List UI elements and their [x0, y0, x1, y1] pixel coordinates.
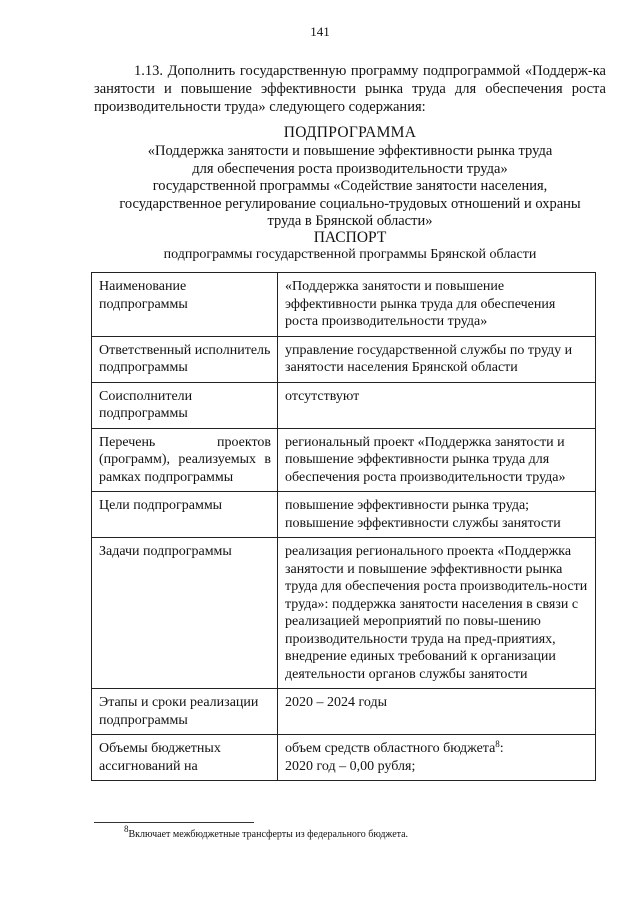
subprogram-title-line: для обеспечения роста производительности труда»	[192, 160, 508, 177]
subprogram-title	[94, 143, 606, 231]
subprogram-title-line: государственной программы «Содействие занятости населения,	[152, 178, 548, 194]
footnote-divider	[94, 822, 254, 823]
table-row	[92, 428, 596, 492]
subprogram-heading: ПОДПРОГРАММА	[283, 124, 417, 141]
row-value: повышение эффективности рынка труда; повышение эффективности службы занятости	[278, 492, 596, 538]
subprogram-title-line: государственное регулирование социально-трудовых отношений и охраны	[119, 195, 581, 212]
row-value: 2020 – 2024 годы	[278, 689, 596, 735]
row-value	[278, 735, 596, 781]
row-label: Ответственный исполнитель подпрограммы	[92, 336, 278, 382]
intro-paragraph: 1.13. Дополнить государственную программу подпрограммой «Поддерж-ка занятости и повышение эффективности рынка труда для обеспечения роста производительности труда» следующего содержания:	[94, 63, 606, 115]
footnote-text: Включает межбюджетные трансферты из федерального бюджета.	[128, 829, 409, 840]
budget-line-suffix: :	[499, 741, 504, 756]
footnote-reference: 8	[495, 739, 500, 749]
subprogram-title-line: труда в Брянской области»	[267, 213, 433, 229]
subprogram-title-line: «Поддержка занятости и повышение эффективности рынка труда	[147, 143, 553, 159]
table-row	[92, 492, 596, 538]
row-label: Перечень проектов (программ), реализуемых в рамках подпрограммы	[92, 428, 278, 492]
row-value: региональный проект «Поддержка занятости и повышение эффективности рынка труда для обеспечения роста производительности труда»	[278, 428, 596, 492]
passport-table	[91, 272, 596, 781]
row-value: управление государственной службы по труду и занятости населения Брянской области	[278, 336, 596, 382]
passport-subheading: подпрограммы государственной программы Брянской области	[163, 247, 537, 262]
row-label: Объемы бюджетных ассигнований на	[92, 735, 278, 781]
table-row	[92, 336, 596, 382]
footnote	[124, 824, 409, 840]
row-label: Соисполнители подпрограммы	[92, 382, 278, 428]
footnote-mark: 8	[124, 824, 129, 834]
table-row	[92, 735, 596, 781]
budget-line	[285, 740, 589, 758]
passport-heading: ПАСПОРТ	[313, 229, 387, 246]
table-row	[92, 538, 596, 689]
budget-year-line: 2020 год – 0,00 рубля;	[285, 758, 416, 774]
row-label: Цели подпрограммы	[92, 492, 278, 538]
row-label: Задачи подпрограммы	[92, 538, 278, 689]
page-number: 141	[310, 24, 330, 39]
table-row	[92, 382, 596, 428]
row-value: отсутствуют	[278, 382, 596, 428]
table-row	[92, 689, 596, 735]
table-row	[92, 273, 596, 337]
row-label: Наименование подпрограммы	[92, 273, 278, 337]
row-value: реализация регионального проекта «Поддержка занятости и повышение эффективности рынка труда для обеспечения роста производитель-ности труда»: поддержка занятости населения в связи с реализацией мероприятий по повы-шению производительности труда на пред-приятиях, внедрение единых требований к организации деятельности органов службы занятости	[278, 538, 596, 689]
budget-line-text: объем средств областного бюджета	[285, 741, 496, 756]
row-label: Этапы и сроки реализации подпрограммы	[92, 689, 278, 735]
row-value: «Поддержка занятости и повышение эффективности рынка труда для обеспечения роста производительности труда»	[278, 273, 596, 337]
